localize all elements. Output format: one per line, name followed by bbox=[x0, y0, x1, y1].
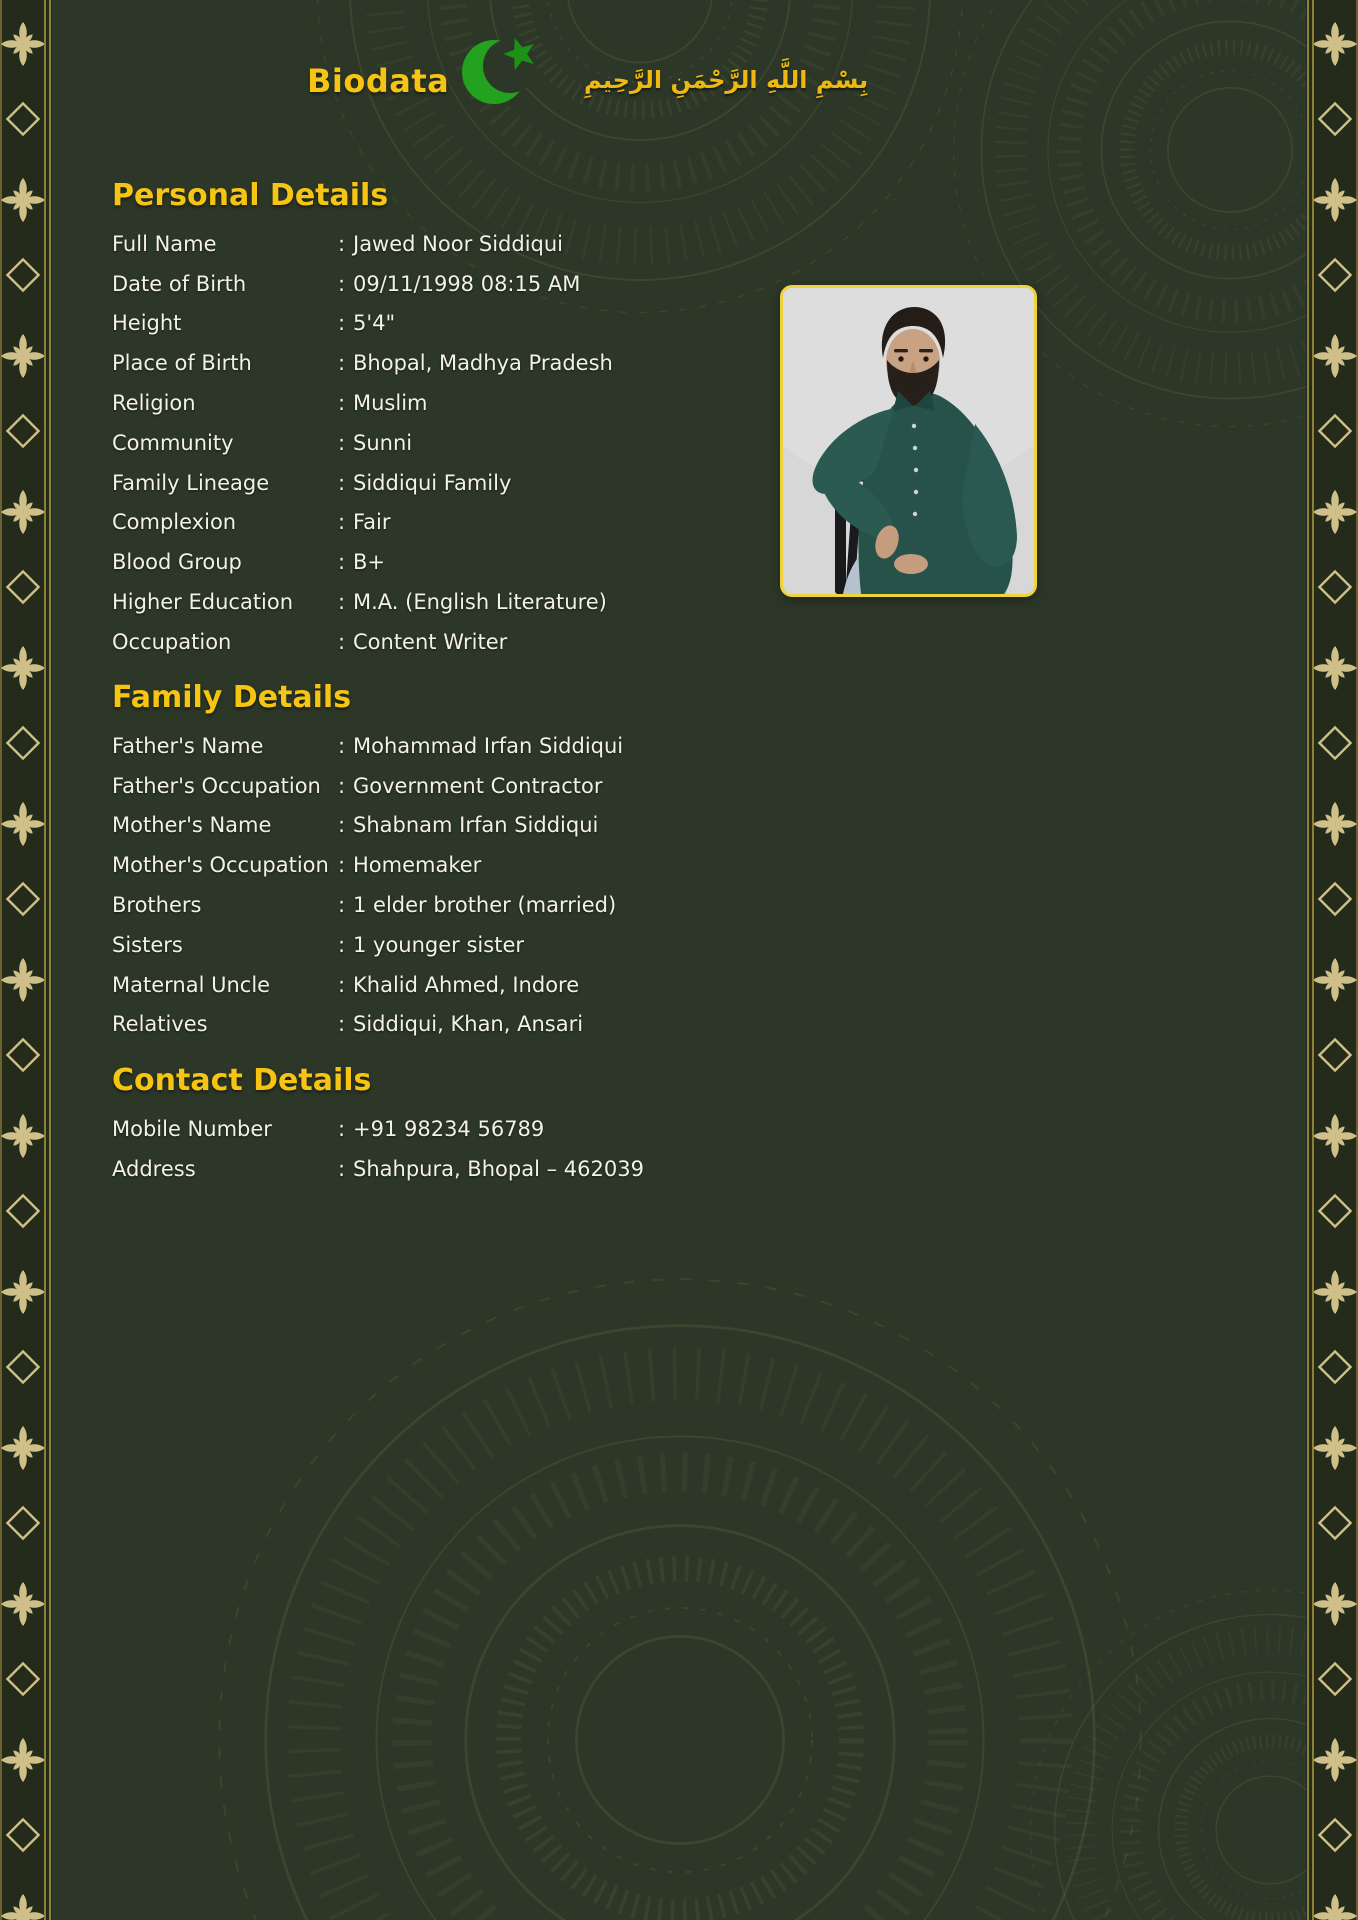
detail-value bbox=[338, 232, 613, 256]
profile-photo bbox=[780, 285, 1037, 597]
detail-value-text: Homemaker bbox=[353, 853, 482, 878]
page-title: Biodata bbox=[307, 62, 450, 100]
detail-label: Higher Education bbox=[112, 590, 294, 615]
detail-value-text: B+ bbox=[353, 550, 386, 575]
detail-row bbox=[112, 582, 613, 622]
detail-label: Height bbox=[112, 311, 182, 336]
detail-value bbox=[338, 774, 623, 798]
detail-row bbox=[112, 423, 613, 463]
colon-separator: : bbox=[338, 813, 346, 838]
colon-separator: : bbox=[338, 311, 346, 336]
detail-value bbox=[338, 630, 613, 654]
detail-rows bbox=[112, 1109, 644, 1189]
detail-label: Sisters bbox=[112, 932, 183, 957]
detail-rows bbox=[112, 726, 623, 1044]
detail-row bbox=[112, 463, 613, 503]
colon-separator: : bbox=[338, 972, 346, 997]
detail-value bbox=[338, 272, 613, 296]
detail-value bbox=[338, 391, 613, 415]
colon-separator: : bbox=[338, 893, 346, 918]
profile-photo-illustration bbox=[783, 288, 1034, 594]
detail-row bbox=[112, 1005, 623, 1045]
detail-label: Place of Birth bbox=[112, 351, 252, 376]
colon-separator: : bbox=[338, 351, 346, 376]
detail-value bbox=[338, 311, 613, 335]
detail-value bbox=[338, 590, 613, 614]
colon-separator: : bbox=[338, 1156, 346, 1181]
detail-row bbox=[112, 503, 613, 543]
detail-value-text: +91 98234 56789 bbox=[353, 1116, 545, 1141]
section-personal-details bbox=[112, 178, 613, 662]
detail-row bbox=[112, 1109, 644, 1149]
detail-value-text: 1 younger sister bbox=[353, 932, 524, 957]
section-title: Family Details bbox=[112, 680, 352, 715]
detail-row bbox=[112, 965, 623, 1005]
section-contact-details bbox=[112, 1063, 644, 1189]
detail-row bbox=[112, 726, 623, 766]
detail-value-text: Siddiqui Family bbox=[353, 470, 512, 495]
detail-value bbox=[338, 1117, 644, 1141]
ornamental-border-left bbox=[0, 0, 52, 1920]
detail-rows bbox=[112, 224, 613, 662]
detail-value-text: Sunni bbox=[353, 430, 413, 455]
detail-value-text: Jawed Noor Siddiqui bbox=[353, 231, 564, 256]
colon-separator: : bbox=[338, 932, 346, 957]
detail-row bbox=[112, 925, 623, 965]
detail-label: Full Name bbox=[112, 231, 217, 256]
detail-value bbox=[338, 431, 613, 455]
detail-row bbox=[112, 542, 613, 582]
detail-label: Community bbox=[112, 430, 234, 455]
detail-label: Blood Group bbox=[112, 550, 242, 575]
detail-value bbox=[338, 893, 623, 917]
detail-row bbox=[112, 806, 623, 846]
section-title: Contact Details bbox=[112, 1063, 372, 1098]
detail-value-text: Shahpura, Bhopal – 462039 bbox=[353, 1156, 644, 1181]
detail-value bbox=[338, 550, 613, 574]
detail-label: Family Lineage bbox=[112, 470, 270, 495]
colon-separator: : bbox=[338, 629, 346, 654]
detail-value-text: Bhopal, Madhya Pradesh bbox=[353, 351, 613, 376]
detail-value-text: 1 elder brother (married) bbox=[353, 893, 617, 918]
crescent-star-icon bbox=[458, 26, 548, 116]
detail-value bbox=[338, 734, 623, 758]
colon-separator: : bbox=[338, 271, 346, 296]
detail-value bbox=[338, 351, 613, 375]
detail-value-text: 09/11/1998 08:15 AM bbox=[353, 271, 581, 296]
colon-separator: : bbox=[338, 733, 346, 758]
detail-value bbox=[338, 471, 613, 495]
detail-value bbox=[338, 973, 623, 997]
detail-label: Mother's Occupation bbox=[112, 853, 329, 878]
detail-row bbox=[112, 264, 613, 304]
ornamental-border-right bbox=[1306, 0, 1358, 1920]
detail-row bbox=[112, 383, 613, 423]
colon-separator: : bbox=[338, 1116, 346, 1141]
detail-row bbox=[112, 622, 613, 662]
mandala-decoration bbox=[180, 1240, 1180, 1920]
section-family-details bbox=[112, 680, 623, 1044]
colon-separator: : bbox=[338, 470, 346, 495]
detail-label: Complexion bbox=[112, 510, 237, 535]
detail-value-text: Fair bbox=[353, 510, 391, 535]
section-title: Personal Details bbox=[112, 178, 389, 213]
detail-label: Relatives bbox=[112, 1012, 208, 1037]
detail-value-text: Shabnam Irfan Siddiqui bbox=[353, 813, 599, 838]
colon-separator: : bbox=[338, 1012, 346, 1037]
detail-value-text: Mohammad Irfan Siddiqui bbox=[353, 733, 624, 758]
detail-value-text: 5'4" bbox=[353, 311, 396, 336]
detail-row bbox=[112, 766, 623, 806]
detail-label: Father's Occupation bbox=[112, 773, 321, 798]
bismillah-calligraphy: بِسْمِ اللَّهِ الرَّحْمَنِ الرَّحِيمِ bbox=[584, 66, 869, 94]
detail-row bbox=[112, 885, 623, 925]
colon-separator: : bbox=[338, 853, 346, 878]
detail-label: Religion bbox=[112, 391, 196, 416]
detail-label: Brothers bbox=[112, 893, 202, 918]
detail-label: Address bbox=[112, 1156, 196, 1181]
detail-row bbox=[112, 845, 623, 885]
detail-value bbox=[338, 1157, 644, 1181]
detail-row bbox=[112, 1149, 644, 1189]
colon-separator: : bbox=[338, 510, 346, 535]
detail-value bbox=[338, 1012, 623, 1036]
detail-row bbox=[112, 224, 613, 264]
colon-separator: : bbox=[338, 550, 346, 575]
detail-value-text: Siddiqui, Khan, Ansari bbox=[353, 1012, 584, 1037]
detail-value-text: Government Contractor bbox=[353, 773, 603, 798]
detail-value-text: Content Writer bbox=[353, 629, 508, 654]
detail-value-text: Muslim bbox=[353, 391, 428, 416]
detail-value bbox=[338, 853, 623, 877]
detail-row bbox=[112, 304, 613, 344]
detail-label: Mobile Number bbox=[112, 1116, 272, 1141]
colon-separator: : bbox=[338, 391, 346, 416]
detail-label: Father's Name bbox=[112, 733, 264, 758]
detail-label: Occupation bbox=[112, 629, 232, 654]
detail-label: Maternal Uncle bbox=[112, 972, 271, 997]
detail-value bbox=[338, 510, 613, 534]
detail-label: Date of Birth bbox=[112, 271, 247, 296]
colon-separator: : bbox=[338, 590, 346, 615]
detail-row bbox=[112, 343, 613, 383]
colon-separator: : bbox=[338, 231, 346, 256]
detail-value-text: Khalid Ahmed, Indore bbox=[353, 972, 580, 997]
colon-separator: : bbox=[338, 773, 346, 798]
detail-value bbox=[338, 813, 623, 837]
detail-value bbox=[338, 933, 623, 957]
detail-label: Mother's Name bbox=[112, 813, 272, 838]
colon-separator: : bbox=[338, 430, 346, 455]
detail-value-text: M.A. (English Literature) bbox=[353, 590, 607, 615]
